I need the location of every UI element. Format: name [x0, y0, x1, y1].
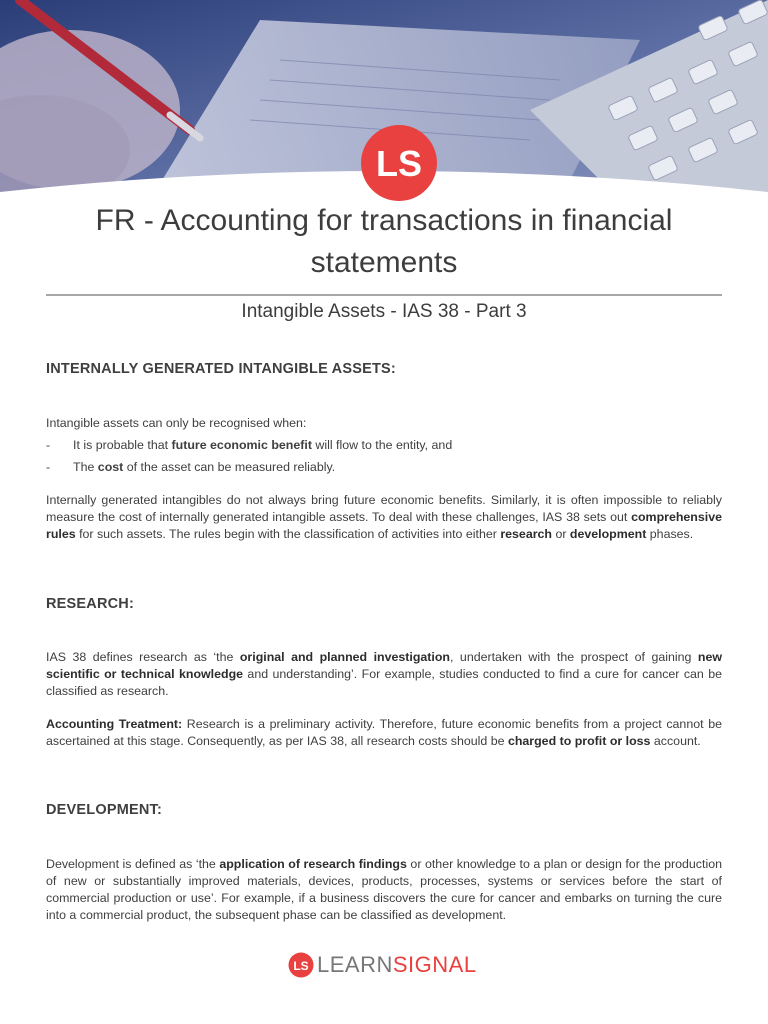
bullet-text: will flow to the entity, and	[311, 438, 453, 452]
bullet-dash: -	[46, 460, 51, 474]
footer-brand-wordmark	[317, 952, 477, 978]
text-bold: development	[569, 527, 647, 541]
page-title: FR - Accounting for transactions in financial statements	[95, 204, 673, 279]
section-heading-research: RESEARCH:	[46, 596, 134, 612]
text-run: Internally generated intangibles do not always bring future economic benefits. Similarly, it is often impossible to reliably measure the cost of internally generated intangible assets. To deal with these challenges, IAS 38 sets out	[46, 493, 722, 524]
text-run: Development is defined as ‘the	[46, 857, 220, 871]
brand-word-learn: LEARN	[317, 952, 393, 977]
title-divider	[46, 294, 722, 296]
text-run: Research is a preliminary activity. Therefore, future economic benefits from a project cannot be ascertained at this stage. Consequently, as per IAS 38, all research costs should be	[46, 717, 722, 748]
bullet-text: The	[73, 460, 98, 474]
bullet-dash: -	[46, 438, 51, 452]
page-subtitle: Intangible Assets - IAS 38 - Part 3	[241, 301, 527, 322]
internal-paragraph	[46, 492, 722, 543]
text-run: phases.	[646, 527, 694, 541]
text-bold: new scientific or technical knowledge	[46, 650, 722, 681]
footer-logo-icon-text: LS	[293, 959, 309, 973]
text-bold: Accounting Treatment:	[46, 717, 183, 731]
research-paragraph	[46, 649, 722, 700]
text-run: , undertaken with the prospect of gaining	[450, 650, 698, 664]
internal-intro: Intangible assets can only be recognised when:	[46, 416, 307, 430]
footer-brand-logo	[288, 950, 477, 980]
text-bold: original and planned investigation	[239, 650, 450, 664]
text-bold: research	[500, 527, 552, 541]
list-item	[46, 437, 722, 454]
section-heading-development: DEVELOPMENT:	[46, 802, 162, 818]
bullet-text: of the asset can be measured reliably.	[123, 460, 336, 474]
research-accounting-treatment	[46, 716, 722, 750]
text-run: IAS 38 defines research as ‘the	[46, 650, 240, 664]
learnsignal-logo-badge	[360, 124, 438, 202]
text-run: for such assets. The rules begin with the classification of activities into either	[75, 527, 501, 541]
section-heading-internal: INTERNALLY GENERATED INTANGIBLE ASSETS:	[46, 361, 396, 377]
text-run: or	[552, 527, 570, 541]
list-item	[46, 459, 722, 476]
footer-logo-icon	[288, 952, 314, 978]
development-paragraph	[46, 856, 722, 924]
text-run: and understanding’. For example, studies conducted to find a cure for cancer can be classified as research.	[46, 667, 722, 698]
bullet-bold: cost	[97, 460, 124, 474]
logo-icon	[360, 124, 438, 202]
text-run: or other knowledge to a plan or design for the production of new or substantially improved materials, devices, products, processes, systems or services before the start of commercial production or use’. For example, if a business discovers the cure for cancer and embarks on turning the cure into a commercial product, the subsequent phase can be classified as development.	[46, 857, 722, 922]
text-run: account.	[650, 734, 701, 748]
brand-word-signal: SIGNAL	[392, 952, 477, 977]
bullet-text: It is probable that	[73, 438, 172, 452]
text-bold: application of research findings	[219, 857, 407, 871]
text-bold: comprehensive rules	[46, 510, 722, 541]
bullet-bold: future economic benefit	[171, 438, 312, 452]
logo-badge-text: LS	[375, 143, 423, 184]
text-bold: charged to profit or loss	[507, 734, 651, 748]
